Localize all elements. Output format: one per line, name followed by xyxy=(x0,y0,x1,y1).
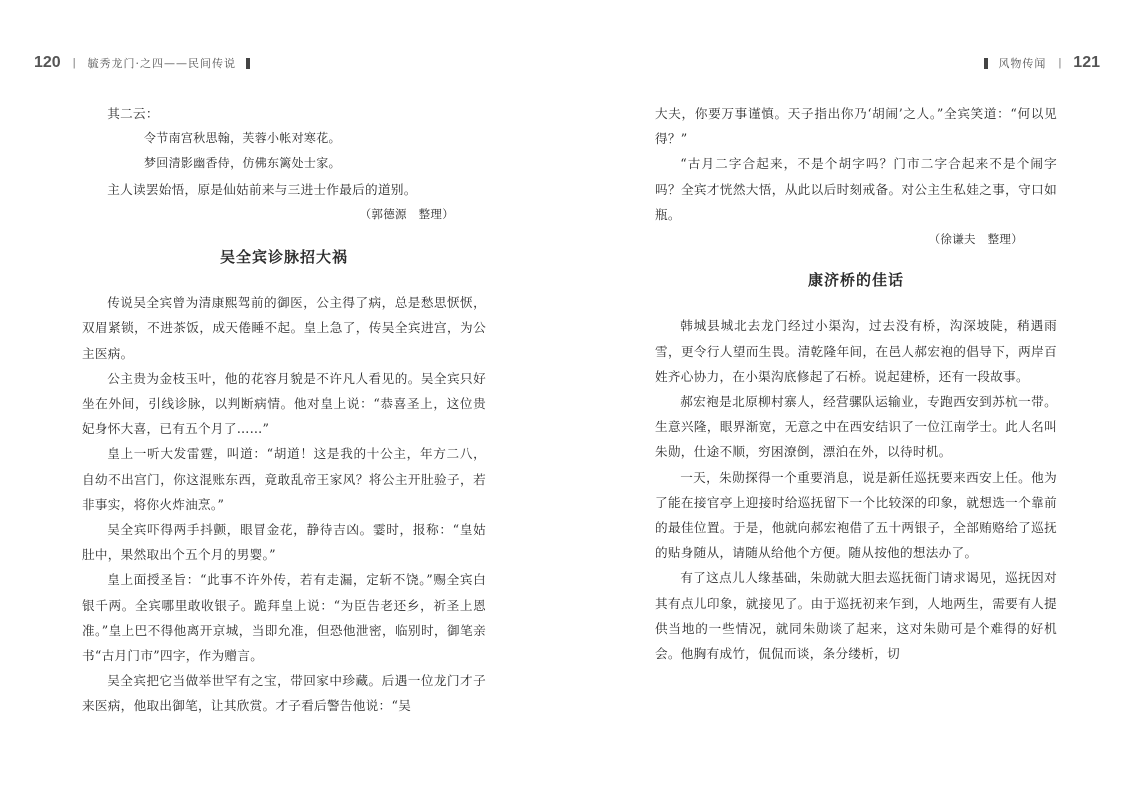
poem-intro: 其二云： xyxy=(107,106,159,121)
running-title: 毓秀龙门·之四——民间传说 xyxy=(87,57,237,70)
header-bar-mark xyxy=(246,58,250,69)
left-running-header xyxy=(34,54,260,72)
story-paragraph: “古月二字合起来，不是个胡字吗？门市二字合起来不是个闹字吗？全宾才恍然大悟，从此以后时刻戒备。对公主生私娃之事，守口如瓶。 xyxy=(655,156,1057,222)
story-paragraph: 皇上一听大发雷霆，叫道：“胡道！这是我的十公主，年方二八，自幼不出宫门，你这混账东西，竟敢乱帝王家风？将公主开肚验子，若非事实，将你火炸油烹。” xyxy=(82,446,486,512)
poem-line: 令节南宫秋思翰，芙蓉小帐对寒花。 xyxy=(144,131,341,146)
editor-credit: （徐谦夫 整理） xyxy=(928,232,1023,247)
story-paragraph: 吴全宾吓得两手抖颤，眼冒金花，静待吉凶。霎时，报称：“皇姑肚中，果然取出个五个月的男婴。” xyxy=(82,522,486,563)
left-page xyxy=(0,0,566,799)
right-page-body xyxy=(655,101,1057,666)
left-page-body xyxy=(82,101,486,719)
story-paragraph: 公主贵为金枝玉叶，他的花容月貌是不许凡人看见的。吴全宾只好坐在外间，引线诊脉，以判断病情。他对皇上说：“恭喜圣上，这位贵妃身怀大喜，已有五个月了……” xyxy=(82,370,486,437)
story-title: 康济桥的佳话 xyxy=(807,271,904,290)
continued-paragraph: 大夫，你要万事谨慎。天子指出你乃‘胡闹’之人。”全宾笑道：“何以见得？” xyxy=(655,106,1057,147)
header-bar-mark xyxy=(984,58,988,69)
story-paragraph: 皇上面授圣旨：“此事不许外传，若有走漏，定斩不饶。”赐全宾白银千两。全宾哪里敢收银子。跪拜皇上说：“为臣告老还乡，祈圣上恩准。”皇上巴不得他离开京城，当即允准，但恐他泄密，临别时，御笔亲书“古月门市”四字，作为赠言。 xyxy=(82,572,486,664)
right-page xyxy=(567,0,1133,799)
header-separator: | xyxy=(1058,57,1062,69)
right-running-header xyxy=(974,54,1100,72)
story-paragraph: 传说吴全宾曾为清康熙驾前的御医，公主得了病，总是愁思恹恹，双眉紧锁，不进茶饭，成天倦睡不起。皇上急了，传吴全宾进宫，为公主医病。 xyxy=(82,295,486,361)
page-number: 121 xyxy=(1073,54,1100,71)
closing-paragraph: 主人读罢始悟，原是仙姑前来与三进士作最后的道别。 xyxy=(107,181,417,197)
page-number: 120 xyxy=(34,54,61,71)
story-paragraph: 郝宏袍是北原柳村寨人，经营骡队运输业，专跑西安到苏杭一带。生意兴隆，眼界渐宽，无意之中在西安结识了一位江南学士。此人名叫朱勋，仕途不顺，穷困潦倒，漂泊在外，以待时机。 xyxy=(655,394,1057,460)
editor-credit: （郭德源 整理） xyxy=(359,206,454,221)
header-separator: | xyxy=(72,57,76,69)
story-paragraph: 吴全宾把它当做举世罕有之宝，带回家中珍藏。后遇一位龙门才子来医病，他取出御笔，让其欣赏。才子看后警告他说：“吴 xyxy=(82,673,486,714)
story-paragraph: 有了这点儿人缘基础，朱勋就大胆去巡抚衙门请求谒见，巡抚因对其有点儿印象，就接见了。由于巡抚初来乍到，人地两生，需要有人提供当地的一些情况，就同朱勋谈了起来，这对朱勋可是个难得的好机会。他胸有成竹，侃侃而谈，条分缕析，切 xyxy=(655,570,1057,662)
poem-line: 梦回清影幽香侍，仿佛东篱处士家。 xyxy=(144,156,341,171)
story-paragraph: 一天，朱勋探得一个重要消息，说是新任巡抚要来西安上任。他为了能在接官亭上迎接时给巡抚留下一个比较深的印象，就想选一个靠前的最佳位置。于是，他就向郝宏袍借了五十两银子，全部贿赂给了巡抚的贴身随从，请随从给他个方便。随从按他的想法办了。 xyxy=(655,469,1057,561)
story-paragraph: 韩城县城北去龙门经过小渠沟，过去没有桥，沟深坡陡，稍遇雨雪，更令行人望而生畏。清乾隆年间，在邑人郝宏袍的倡导下，两岸百姓齐心协力，在小渠沟底修起了石桥。说起建桥，还有一段故事。 xyxy=(655,318,1057,384)
story-title: 吴全宾诊脉招大祸 xyxy=(219,248,348,267)
running-title: 风物传闻 xyxy=(998,57,1047,70)
